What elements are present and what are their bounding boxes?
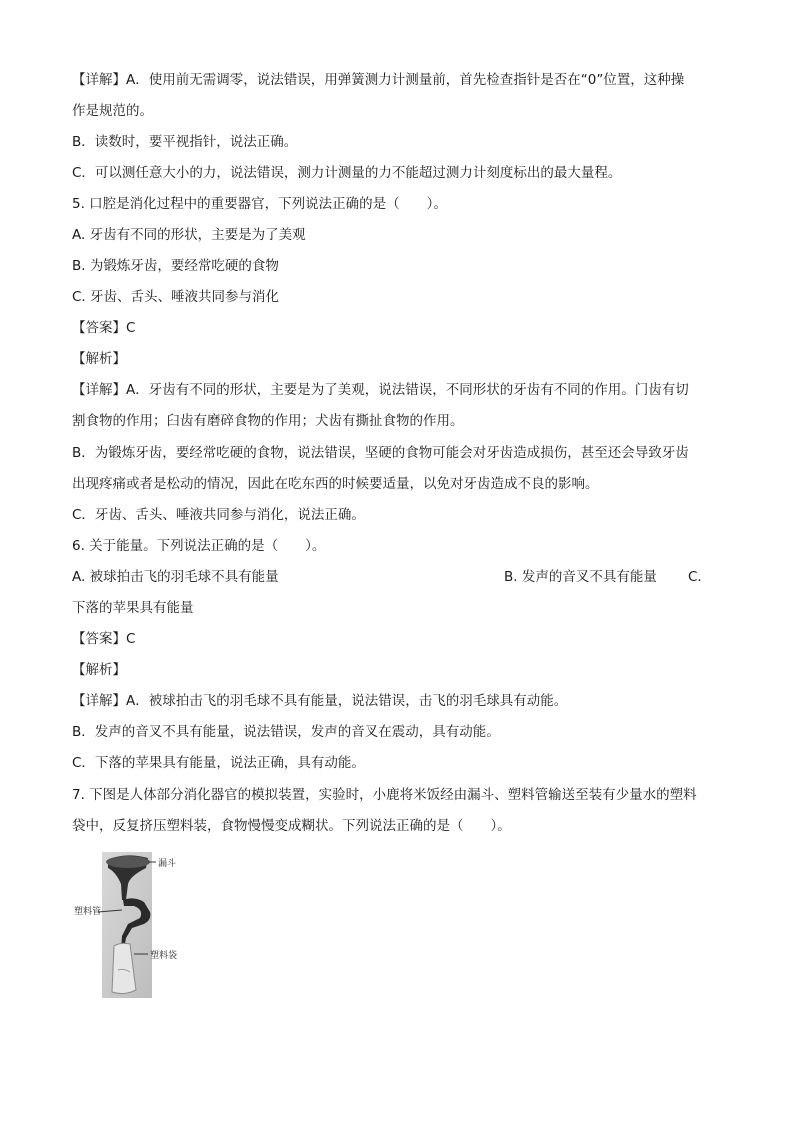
q5-explain-b: B．为锻炼牙齿，要经常吃硬的食物，说法错误，坚硬的食物可能会对牙齿造成损伤，甚至还会导致牙齿 [72,445,689,461]
digestion-model-figure [74,850,224,1002]
q6-option-a: A. 被球拍击飞的羽毛球不具有能量 [72,569,279,585]
q5-option-b: B. 为锻炼牙齿，要经常吃硬的食物 [72,258,279,274]
q5-option-a: A. 牙齿有不同的形状，主要是为了美观 [72,227,306,243]
tube-label: 塑料管 [74,907,102,917]
q7-stem: 7. 下图是人体部分消化器官的模拟装置，实验时，小鹿将米饭经由漏斗、塑料管输送至装有少量水的塑料 [72,787,697,803]
q7-stem-cont: 袋中，反复挤压塑料装，食物慢慢变成糊状。下列说法正确的是（ ）。 [72,818,511,834]
q5-answer: 【答案】C [72,320,136,336]
q5-option-c: C. 牙齿、舌头、唾液共同参与消化 [72,289,280,305]
q5-explain-c: C．牙齿、舌头、唾液共同参与消化，说法正确。 [72,507,365,523]
q6-option-c-marker: C. [688,569,702,585]
q5-explain-a: 【详解】A．牙齿有不同的形状，主要是为了美观，说法错误，不同形状的牙齿有不同的作用。门齿有切 [72,382,689,398]
q5-explain-b-cont: 出现疼痛或者是松动的情况，因此在吃东西的时候要适量，以免对牙齿造成不良的影响。 [72,476,599,492]
q4-explain-a-cont: 作是规范的。 [72,103,153,119]
q6-explain-c: C．下落的苹果具有能量，说法正确，具有动能。 [72,755,365,771]
q6-answer: 【答案】C [72,631,136,647]
bag-label: 塑料袋 [150,951,178,961]
funnel-label: 漏斗 [158,859,177,869]
q6-explain-b: B．发声的音叉不具有能量，说法错误，发声的音叉在震动，具有动能。 [72,724,500,740]
q6-option-c: 下落的苹果具有能量 [72,600,194,616]
q6-explain-a: 【详解】A．被球拍击飞的羽毛球不具有能量，说法错误，击飞的羽毛球具有动能。 [72,693,568,709]
q6-option-b: B. 发声的音叉不具有能量 [504,569,657,585]
q6-analysis-heading: 【解析】 [72,662,126,678]
q4-explain-c: C．可以测任意大小的力，说法错误，测力计测量的力不能超过测力计刻度标出的最大量程。 [72,165,622,181]
q5-analysis-heading: 【解析】 [72,351,126,367]
q6-stem: 6. 关于能量。下列说法正确的是（ ）。 [72,538,326,554]
q5-stem: 5. 口腔是消化过程中的重要器官，下列说法正确的是（ ）。 [72,196,447,212]
q4-explain-a: 【详解】A．使用前无需调零，说法错误，用弹簧测力计测量前，首先检查指针是否在“0”位置，这种操 [72,72,685,88]
q5-explain-a-cont: 割食物的作用；臼齿有磨碎食物的作用；犬齿有撕扯食物的作用。 [72,413,464,429]
q4-explain-b: B．读数时，要平视指针，说法正确。 [72,134,298,150]
